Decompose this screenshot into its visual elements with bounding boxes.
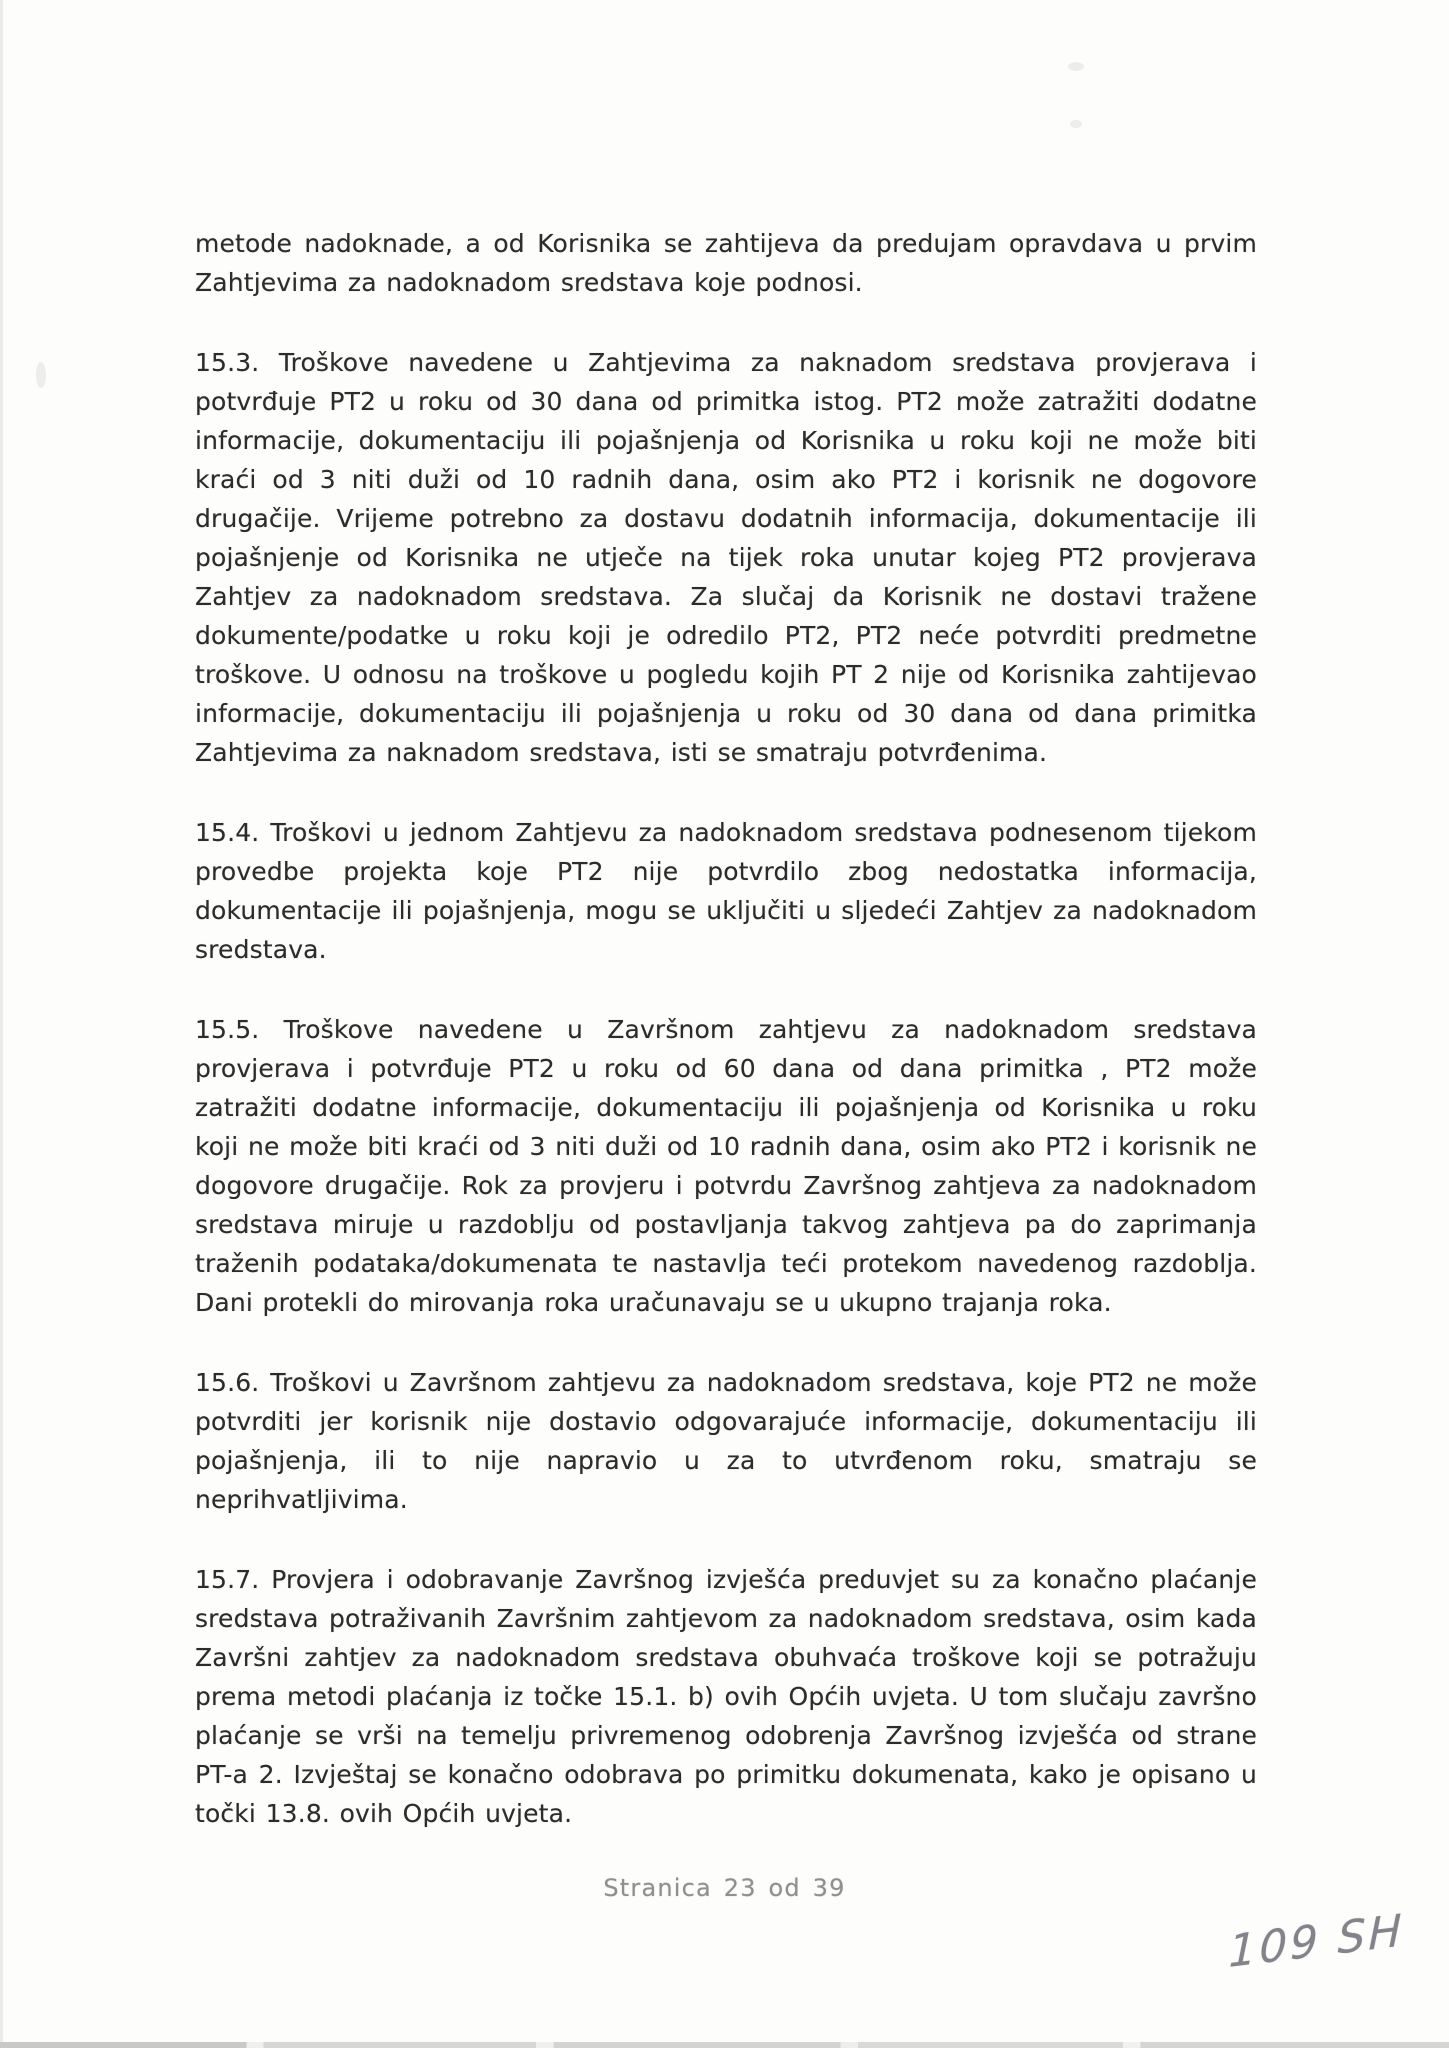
scan-edge-left	[0, 0, 3, 2048]
document-body	[195, 224, 1257, 1833]
section-15-4: 15.4. Troškovi u jednom Zahtjevu za nadoknadom sredstava podnesenom tijekom provedbe projekta koje PT2 nije potvrdilo zbog nedostatka informacija, dokumentacije ili pojašnjenja, mogu se uključiti u sljedeći Zahtjev za nadoknadom sredstava.	[195, 818, 1257, 964]
scan-artifact	[1068, 62, 1084, 71]
section-15-5: 15.5. Troškove navedene u Završnom zahtjevu za nadoknadom sredstava provjerava i potvrđuje PT2 u roku od 60 dana od dana primitka , PT2 može zatražiti dodatne informacije, dokumentaciju ili pojašnjenja od Korisnika u roku koji ne može biti kraći od 3 niti duži od 10 radnih dana, osim ako PT2 i korisnik ne dogovore drugačije. Rok za provjeru i potvrdu Završnog zahtjeva za nadoknadom sredstava miruje u razdoblju od postavljanja takvog zahtjeva pa do zaprimanja traženih podataka/dokumenata te nastavlja teći protekom navedenog razdoblja. Dani protekli do mirovanja roka uračunavaju se u ukupno trajanja roka.	[195, 1015, 1257, 1317]
scan-artifact	[1070, 120, 1082, 128]
intro-paragraph: metode nadoknade, a od Korisnika se zahtijeva da predujam opravdava u prvim Zahtjevima za nadoknadom sredstava koje podnosi.	[195, 229, 1257, 297]
section-15-3: 15.3. Troškove navedene u Zahtjevima za naknadom sredstava provjerava i potvrđuje PT2 u roku od 30 dana od primitka istog. PT2 može zatražiti dodatne informacije, dokumentaciju ili pojašnjenja od Korisnika u roku koji ne može biti kraći od 3 niti duži od 10 radnih dana, osim ako PT2 i korisnik ne dogovore drugačije. Vrijeme potrebno za dostavu dodatnih informacija, dokumentacije ili pojašnjenje od Korisnika ne utječe na tijek roka unutar kojeg PT2 provjerava Zahtjev za nadoknadom sredstava. Za slučaj da Korisnik ne dostavi tražene dokumente/podatke u roku koji je odredilo PT2, PT2 neće potvrditi predmetne troškove. U odnosu na troškove u pogledu kojih PT 2 nije od Korisnika zahtijevao informacije, dokumentaciju ili pojašnjenja u roku od 30 dana od dana primitka Zahtjevima za naknadom sredstava, isti se smatraju potvrđenima.	[195, 348, 1257, 767]
section-15-7: 15.7. Provjera i odobravanje Završnog izvješća preduvjet su za konačno plaćanje sredstava potraživanih Završnim zahtjevom za nadoknadom sredstava, osim kada Završni zahtjev za nadoknadom sredstava obuhvaća troškove koji se potražuju prema metodi plaćanja iz točke 15.1. b) ovih Općih uvjeta. U tom slučaju završno plaćanje se vrši na temelju privremenog odobrenja Završnog izvješća od strane PT-a 2. Izvještaj se konačno odobrava po primitku dokumenata, kako je opisano u točki 13.8. ovih Općih uvjeta.	[195, 1565, 1257, 1828]
section-15-6: 15.6. Troškovi u Završnom zahtjevu za nadoknadom sredstava, koje PT2 ne može potvrditi jer korisnik nije dostavio odgovarajuće informacije, dokumentaciju ili pojašnjenja, ili to nije napravio u za to utvrđenom roku, smatraju se neprihvatljivima.	[195, 1368, 1257, 1514]
scan-artifact	[36, 362, 46, 388]
page-footer: Stranica 23 od 39	[603, 1874, 846, 1902]
scan-edge-bottom	[0, 2042, 1449, 2048]
handwritten-note: 109 SH	[1228, 1904, 1405, 1979]
